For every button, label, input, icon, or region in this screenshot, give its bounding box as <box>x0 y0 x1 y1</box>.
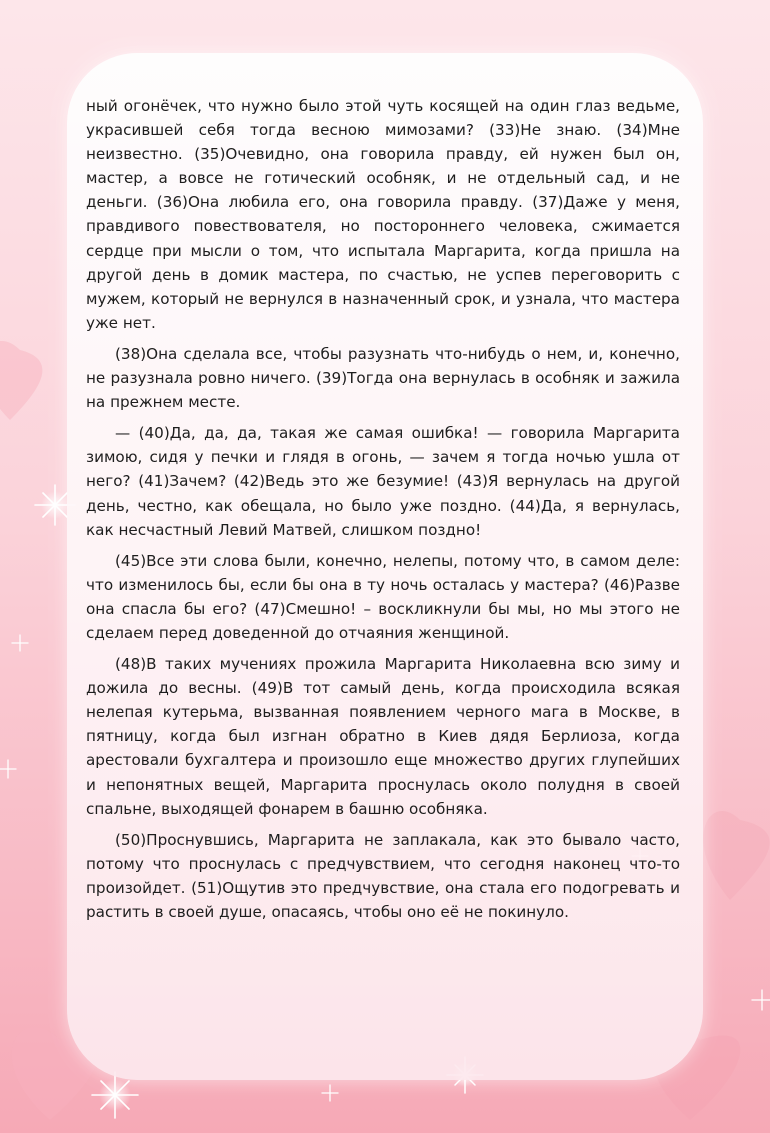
sparkle-icon <box>752 990 770 1010</box>
paragraph: (45)Все эти слова были, конечно, нелепы, потому что, в самом деле: что изменилось бы, если бы она в ту ночь осталась у мастера? (46)Разве она спасла бы его? (47)Смешно! – воскликнули бы мы, но мы этого не сделаем перед доведенной до отчаяния женщиной. <box>86 551 680 642</box>
heart-icon <box>703 811 769 900</box>
text-body <box>86 94 680 931</box>
sparkle-icon <box>322 1085 338 1101</box>
paragraph: — (40)Да, да, да, такая же самая ошибка! — говорила Маргарита зимою, сидя у печки и глядя в огонь, — зачем я тогда ночью ушла от него? (41)Зачем? (42)Ведь это же безумие! (43)Я вернулась на другой день, честно, как обещала, но было уже поздно. (44)Да, я вернулась, как несчастный Левий Матвей, слишком поздно! <box>86 424 680 539</box>
paragraph: ный огонёчек, что нужно было этой чуть косящей на один глаз ведьме, украсившей себя тогда весною мимозами? (33)Не знаю. (34)Мне неизвестно. (35)Очевидно, она говорила правду, ей нужен был он, мастер, а вовсе не готический особняк, и не отдельный сад, и не деньги. (36)Она любила его, она говорила правду. (37)Даже у меня, правдивого повествователя, но постороннего человека, сжимается сердце при мысли о том, что испытала Маргарита, когда пришла на другой день в домик мастера, по счастью, не успев переговорить с мужем, который не вернулся в назначенный срок, и узнала, что мастера уже нет. <box>86 97 680 332</box>
paragraph: (50)Проснувшись, Маргарита не заплакала, как это бывало часто, потому что проснулась с предчувствием, что сегодня наконец что-то произойдет. (51)Ощутив это предчувствие, она стала его подогревать и растить в своей душе, опасаясь, чтобы оно её не покинуло. <box>86 830 680 921</box>
sparkle-icon <box>12 635 28 651</box>
heart-icon <box>0 341 42 420</box>
paragraph: (38)Она сделала все, чтобы разузнать что-нибудь о нем, и, конечно, не разузнала ровно ничего. (39)Тогда она вернулась в особняк и зажила на прежнем месте. <box>86 344 680 412</box>
paragraph: (48)В таких мучениях прожила Маргарита Николаевна всю зиму и дожила до весны. (49)В тот самый день, когда происходила всякая нелепая кутерьма, вызванная появлением черного мага в Москве, в пятницу, когда был изгнан обратно в Киев дядя Берлиоза, когда арестовали бухгалтера и произошло еще множество других глупейших и непонятных вещей, Маргарита проснулась около полудня в своей спальне, выходящей фонарем в башню особняка. <box>86 655 680 818</box>
sparkle-icon <box>0 760 16 778</box>
